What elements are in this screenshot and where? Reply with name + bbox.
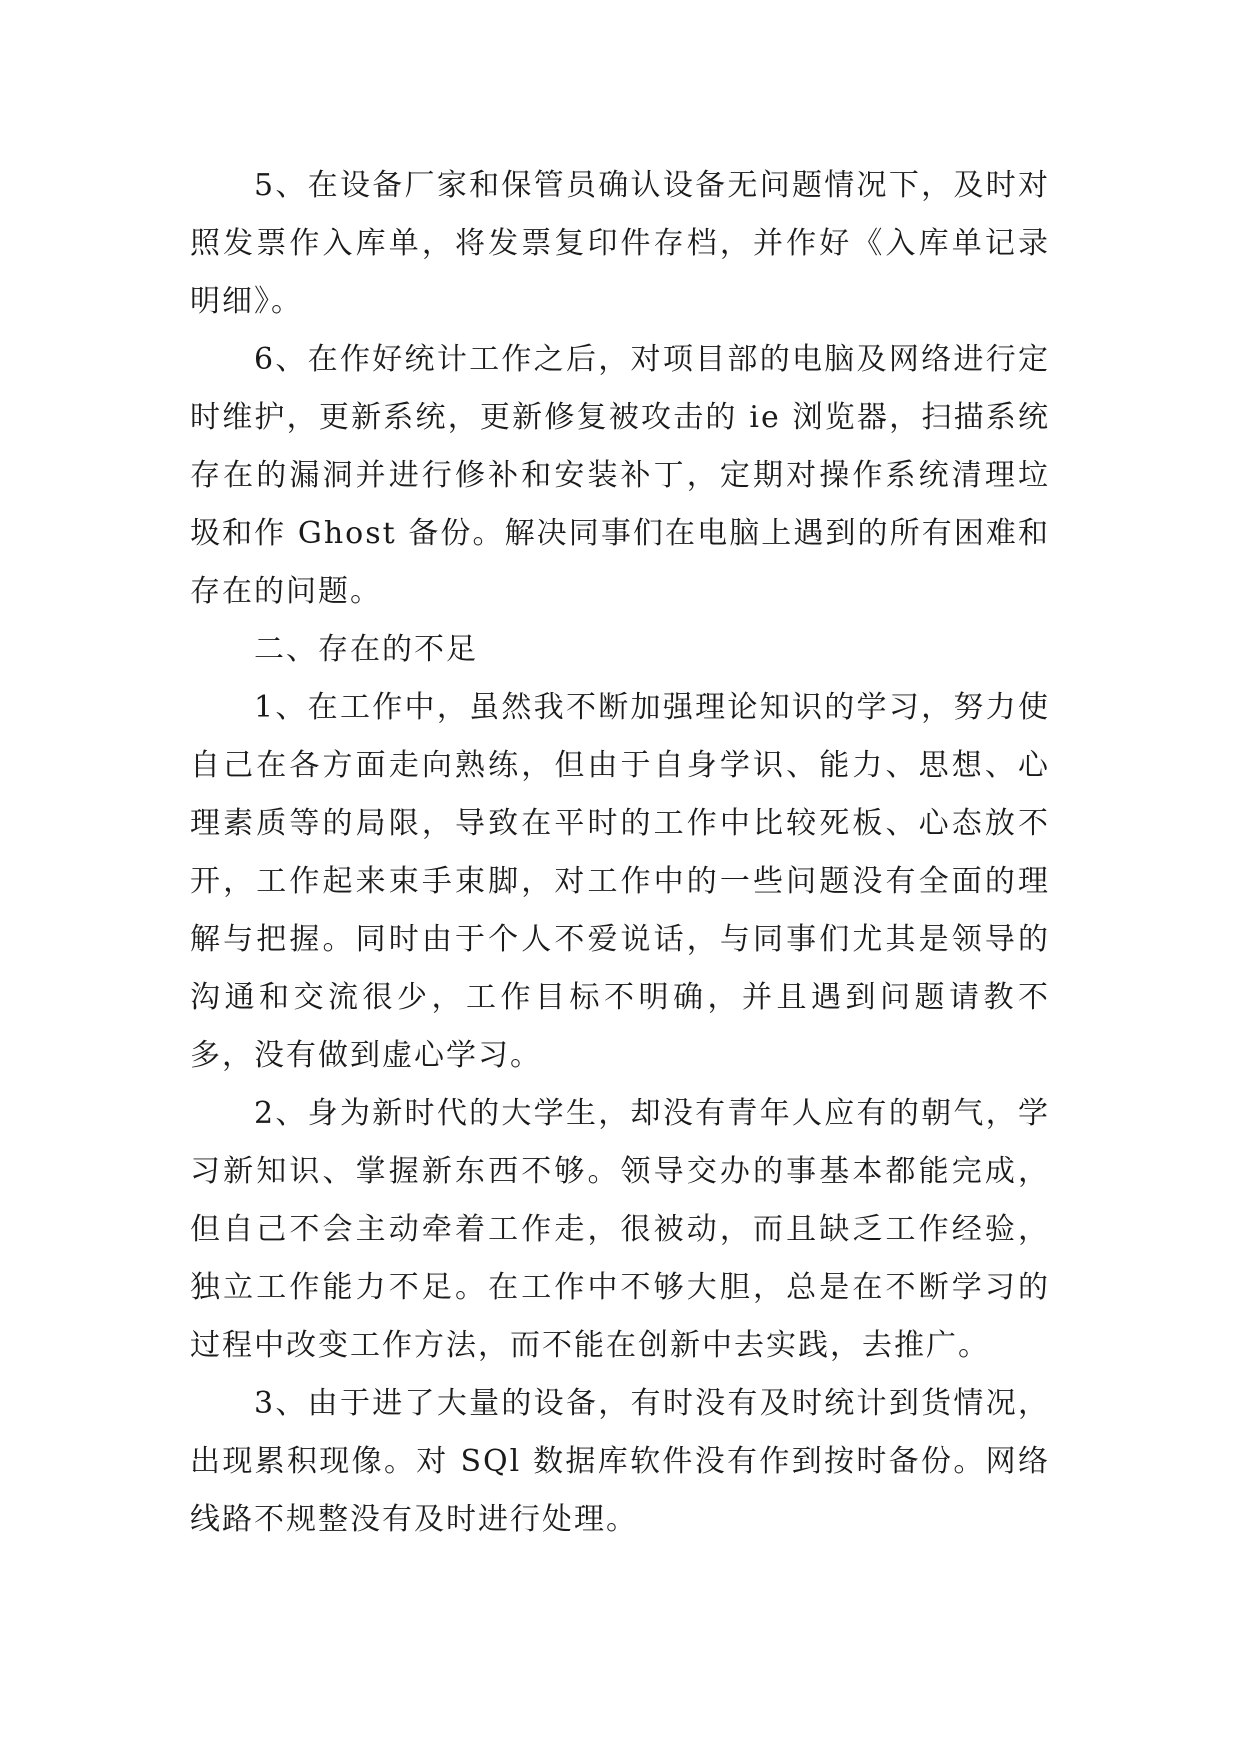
paragraph-shortcoming-1: 1、在工作中，虽然我不断加强理论知识的学习，努力使自己在各方面走向熟练，但由于自身学识、能力、思想、心理素质等的局限，导致在平时的工作中比较死板、心态放不开，工作起来束手束脚，对工作中的一些问题没有全面的理解与把握。同时由于个人不爱说话，与同事们尤其是领导的沟通和交流很少，工作目标不明确，并且遇到问题请教不多，没有做到虚心学习。 [190,690,1050,1073]
paragraph-shortcoming-2: 2、身为新时代的大学生，却没有青年人应有的朝气，学习新知识、掌握新东西不够。领导交办的事基本都能完成，但自己不会主动牵着工作走，很被动，而且缺乏工作经验，独立工作能力不足。在工作中不够大胆，总是在不断学习的过程中改变工作方法，而不能在创新中去实践，去推广。 [190,1096,1050,1363]
paragraph-shortcoming-3: 3、由于进了大量的设备，有时没有及时统计到货情况，出现累积现像。对 SQl 数据库软件没有作到按时备份。网络线路不规整没有及时进行处理。 [190,1386,1050,1537]
paragraph-item-6: 6、在作好统计工作之后，对项目部的电脑及网络进行定时维护，更新系统，更新修复被攻击的 ie 浏览器，扫描系统存在的漏洞并进行修补和安装补丁，定期对操作系统清理垃圾和作 Ghost 备份。解决同事们在电脑上遇到的所有困难和存在的问题。 [190,342,1050,609]
document-body [190,157,1050,1549]
paragraph-item-5: 5、在设备厂家和保管员确认设备无问题情况下，及时对照发票作入库单，将发票复印件存档，并作好《入库单记录明细》。 [190,168,1050,319]
section-heading-shortcomings: 二、存在的不足 [254,632,478,667]
